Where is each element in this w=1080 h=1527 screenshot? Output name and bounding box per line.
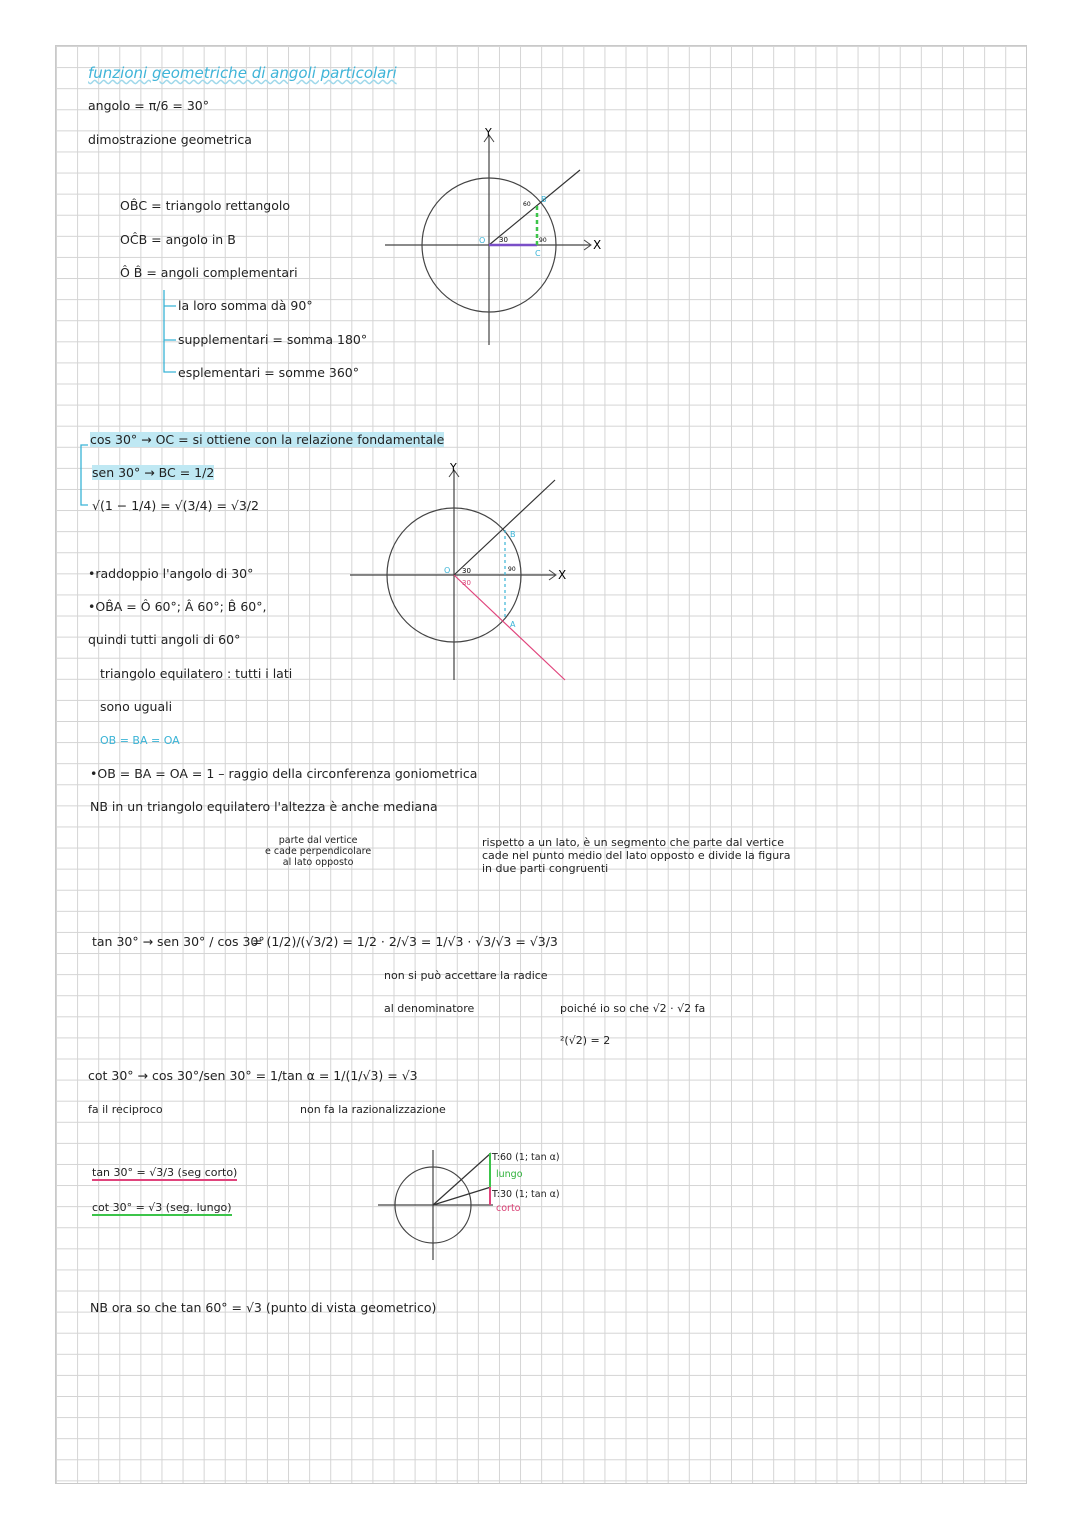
tan30-short-segment	[92, 1167, 237, 1178]
y-axis-label-2: Y	[450, 461, 457, 474]
raddoppio: •raddoppio l'angolo di 30°	[88, 566, 254, 581]
angle-90-label-2: 90	[508, 566, 516, 573]
quindi-line: quindi tutti angoli di 60°	[88, 632, 241, 647]
angle-definition: angolo = π/6 = 30°	[88, 98, 209, 113]
angle-30-label: 30	[499, 236, 508, 244]
point-b-label: B	[541, 195, 547, 204]
raggio-line: •OB = BA = OA = 1 – raggio della circonferenza goniometrica	[90, 766, 478, 781]
angle-30-red-label: 30	[462, 579, 471, 587]
x-axis-label-2: X	[558, 568, 567, 582]
vertex-note-line-1: parte dal vertice	[278, 835, 358, 846]
obc-triangle: OB̂C = triangolo rettangolo	[120, 198, 290, 213]
x-axis-label: X	[593, 238, 602, 252]
complementary-sum: la loro somma dà 90°	[178, 298, 313, 313]
nb-tan60: NB ora so che tan 60° = √3 (punto di vista geometrico)	[90, 1300, 437, 1315]
nb-equilateral: NB in un triangolo equilatero l'altezza è anche mediana	[90, 799, 438, 814]
ob-equal-sides: OB = BA = OA	[100, 734, 180, 747]
no-rationalization-note: non fa la razionalizzazione	[300, 1103, 446, 1116]
corto-label: corto	[496, 1203, 521, 1214]
page-title: funzioni geometriche di angoli particolari	[88, 64, 397, 82]
poiche-line: poiché io so che √2 · √2 fa	[560, 1002, 706, 1015]
cos30-line	[90, 434, 444, 447]
angle-60-label: 60	[523, 201, 531, 208]
median-note-line-1: rispetto a un lato, è un segmento che parte dal vertice	[482, 836, 784, 849]
angles-60: •OB̂A = Ô 60°; Â 60°; B̂ 60°,	[88, 599, 267, 614]
cot30-long-segment	[92, 1202, 232, 1213]
point-a-label-2: A	[510, 620, 516, 629]
tan30-lhs: tan 30° → sen 30° / cos 30°	[92, 934, 265, 949]
vertex-note-line-2: e cade perpendicolare	[265, 845, 372, 857]
cos30-text: cos 30° → OC = si ottiene con la relazione fondamentale	[90, 432, 445, 447]
tangent-diagram	[378, 1145, 498, 1265]
bracket-cos	[78, 445, 90, 510]
cot30-line: cot 30° → cos 30°/sen 30° = 1/tan α = 1/(1/√3) = √3	[88, 1068, 418, 1083]
sqrt-calculation: √(1 − 1/4) = √(3/4) = √3/2	[92, 498, 259, 513]
tan30-seg-text: tan 30° = √3/3 (seg corto)	[92, 1166, 238, 1179]
vertex-note	[265, 836, 371, 869]
demo-label: dimostrazione geometrica	[88, 132, 252, 147]
non-si-puo: non si può accettare la radice	[384, 969, 548, 982]
origin-label-2: O	[444, 566, 451, 575]
angle-30-label-2: 30	[462, 567, 471, 575]
origin-label: O	[479, 236, 486, 245]
obc-angle: OĈB = angolo in B	[120, 232, 236, 247]
unit-circle-diagram-1	[385, 126, 625, 345]
median-note-line-3: in due parti congruenti	[482, 862, 609, 876]
reciproco-note: fa il reciproco	[88, 1103, 163, 1116]
lungo-label: lungo	[496, 1169, 523, 1180]
denominatore: al denominatore	[384, 1002, 475, 1015]
explementary-note: esplementari = somme 360°	[178, 365, 359, 380]
sen30-text: sen 30° → BC = 1/2	[92, 465, 215, 480]
tan30-rhs: = (1/2)/(√3/2) = 1/2 · 2/√3 = 1/√3 · √3/√3 = √3/3	[252, 934, 558, 949]
y-axis-label: Y	[485, 126, 492, 139]
complementary-angles: Ô B̂ = angoli complementari	[120, 265, 298, 280]
point-c-label: C	[535, 249, 541, 258]
supplementary-note: supplementari = somma 180°	[178, 332, 368, 347]
angle-90-label: 90	[539, 237, 547, 244]
median-note-line-2: cade nel punto medio del lato opposto e divide la figura	[482, 849, 791, 863]
vertex-note-line-3: al lato opposto	[282, 856, 354, 868]
t60-label: T:60 (1; tan α)	[492, 1152, 560, 1163]
poiche-result: ²(√2) = 2	[560, 1034, 611, 1047]
cot30-seg-text: cot 30° = √3 (seg. lungo)	[92, 1201, 232, 1214]
bracket-arrows	[160, 290, 180, 380]
median-note	[482, 836, 790, 876]
equilateral-line: triangolo equilatero : tutti i lati	[100, 666, 293, 681]
point-b-label-2: B	[510, 530, 516, 539]
unit-circle-diagram-2	[350, 461, 590, 685]
t30-label: T:30 (1; tan α)	[492, 1189, 560, 1200]
sen30-line	[92, 467, 214, 480]
uguali-line: sono uguali	[100, 699, 173, 714]
